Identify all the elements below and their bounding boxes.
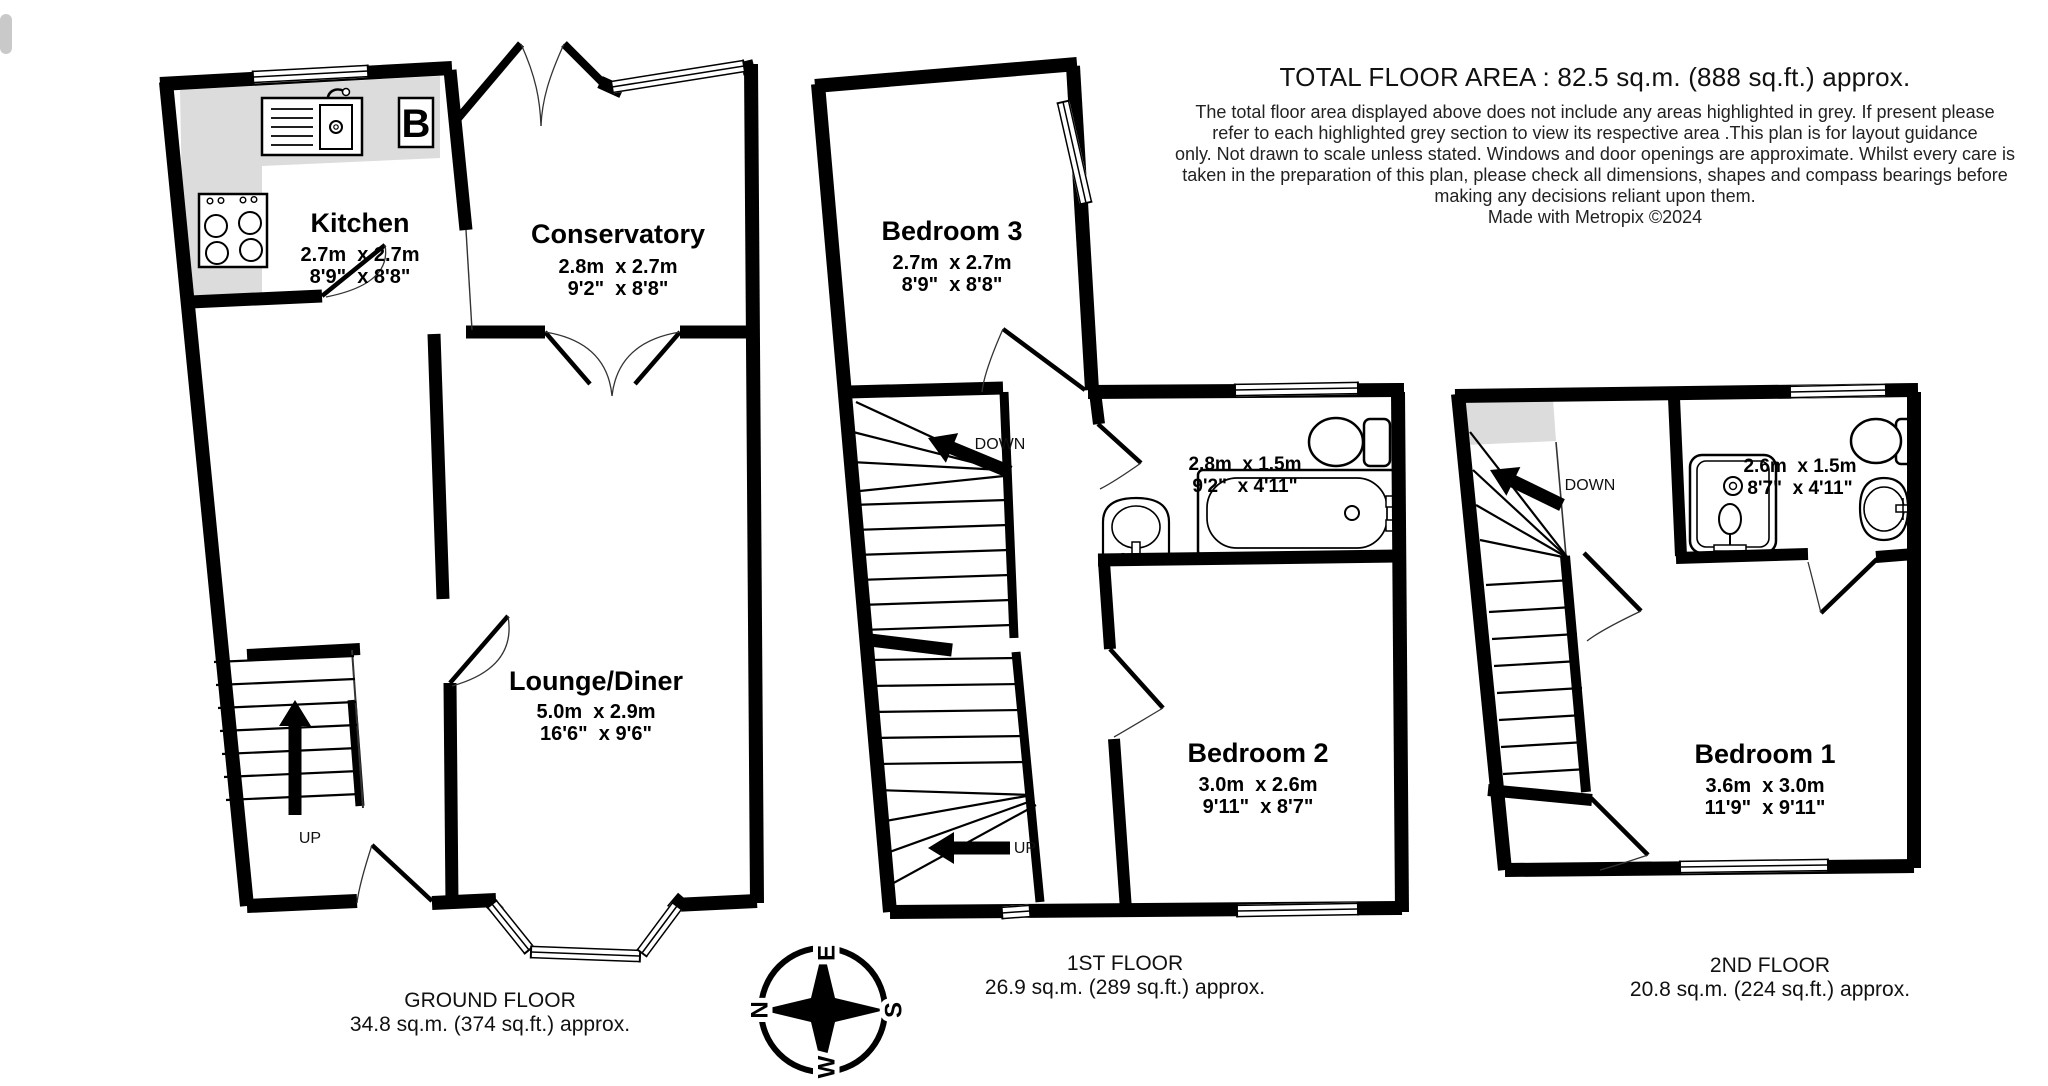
kitchen-dims-metric: 2.7m x 2.7m: [300, 244, 420, 266]
kitchen-sink-icon: [262, 89, 362, 156]
stair-tread: [1492, 634, 1577, 639]
stair-tread: [1486, 580, 1572, 585]
bedroom3-dims-metric: 2.7m x 2.7m: [892, 252, 1012, 274]
stair-tread: [1497, 688, 1582, 693]
wash-basin-icon: [1103, 498, 1169, 560]
bedroom1-dims-imperial: 11'9" x 9'11": [1704, 797, 1826, 819]
disclaimer-line: taken in the preparation of this plan, please check all dimensions, shapes and compass bearings before: [1182, 165, 2008, 185]
window-icon: [253, 71, 254, 84]
stair-tread: [861, 625, 1012, 630]
stair-tread: [866, 658, 1018, 660]
conservatory-label: Conservatory: [530, 219, 706, 249]
conservatory-dims-metric: 2.8m x 2.7m: [558, 256, 678, 278]
bedroom1-label: Bedroom 1: [1694, 739, 1836, 769]
stair-tread: [872, 736, 1024, 738]
first-up-label: UP: [1013, 840, 1037, 857]
first-down-label: DOWN: [974, 436, 1026, 453]
stair-tread: [1476, 505, 1568, 558]
lounge-dims-imperial: 16'6" x 9'6": [540, 723, 652, 745]
disclaimer-line: The total floor area displayed above does not include any areas highlighted in grey. If present please: [1195, 102, 1995, 122]
ground-doors: [322, 44, 680, 903]
ground-up-label: UP: [298, 830, 322, 847]
boiler-label: B: [401, 102, 431, 146]
compass-east: E: [813, 944, 841, 962]
stair-tread: [853, 525, 1008, 530]
first-floor-caption: 1ST FLOOR: [1066, 952, 1184, 975]
bathroom2-dims-metric: 2.6m x 1.5m: [1743, 456, 1857, 477]
stair-tread: [870, 710, 1022, 712]
bedroom3-label: Bedroom 3: [881, 216, 1023, 246]
first-floor-area: 26.9 sq.m. (289 sq.ft.) approx.: [984, 976, 1266, 999]
compass-rose: [747, 945, 908, 1078]
stair-tread: [850, 476, 1004, 492]
stair-tread: [876, 790, 1032, 795]
conservatory-dims-imperial: 9'2" x 8'8": [567, 278, 669, 300]
window-icon: [492, 904, 529, 950]
stove-icon: [199, 194, 267, 267]
stair-tread: [855, 550, 1009, 555]
disclaimer-line: refer to each highlighted grey section to view its respective area .This plan is for layout guidance: [1212, 123, 1978, 143]
window-icon: [1030, 905, 1031, 918]
window-icon: [1002, 907, 1003, 920]
window-icon: [368, 65, 369, 78]
direction-arrow: [928, 832, 1010, 864]
stair-tread: [218, 702, 356, 708]
bedroom2-dims-imperial: 9'11" x 8'7": [1202, 796, 1314, 818]
stair-tread: [851, 500, 1007, 505]
bedroom3-dims-imperial: 8'9" x 8'8": [901, 274, 1003, 296]
stair-tread: [868, 684, 1020, 686]
ground-floor-caption: GROUND FLOOR: [404, 989, 576, 1012]
total-floor-area-title: TOTAL FLOOR AREA : 82.5 sq.m. (888 sq.ft.) approx.: [1279, 62, 1911, 92]
disclaimer-line: only. Not drawn to scale unless stated. Windows and door openings are approximate. Whilst every care is: [1174, 144, 2016, 164]
header-text-block: [1100, 62, 2048, 228]
bedroom1-dims-metric: 3.6m x 3.0m: [1705, 775, 1825, 797]
stair-tread: [216, 679, 355, 685]
stair-tread: [874, 762, 1026, 764]
lounge-diner-label: Lounge/Diner: [509, 666, 683, 696]
second-down-label: DOWN: [1564, 477, 1616, 494]
scrollbar-remnant: [0, 14, 12, 54]
wash-basin-icon: [1860, 478, 1912, 540]
lounge-dims-metric: 5.0m x 2.9m: [536, 701, 656, 723]
disclaimer-line: making any decisions reliant upon them.: [1434, 186, 1756, 206]
second-floor-area: 20.8 sq.m. (224 sq.ft.) approx.: [1629, 978, 1911, 1001]
stair-tread: [1503, 769, 1588, 774]
window-icon: [642, 906, 677, 953]
metropix-credit: Made with Metropix ©2024: [1487, 207, 1703, 227]
toilet-icon: [1851, 419, 1916, 464]
ground-floor-plan: [160, 44, 757, 1036]
ground-floor-area: 34.8 sq.m. (374 sq.ft.) approx.: [349, 1013, 631, 1036]
stair-tread: [1499, 715, 1584, 720]
bathroom1-dims-imperial: 9'2" x 4'11": [1192, 476, 1298, 497]
kitchen-label: Kitchen: [310, 208, 410, 238]
second-floor-caption: 2ND FLOOR: [1709, 954, 1831, 977]
bathroom1-dims-metric: 2.8m x 1.5m: [1188, 454, 1302, 475]
bathroom2-dims-imperial: 8'7" x 4'11": [1747, 478, 1853, 499]
window-icon: [612, 66, 744, 87]
kitchen-dims-imperial: 8'9" x 8'8": [309, 266, 411, 288]
compass-west: W: [813, 1055, 841, 1079]
compass-north: N: [746, 1001, 774, 1019]
stairwell-grey-area: [1463, 399, 1556, 445]
stair-tread: [1494, 661, 1579, 666]
stair-tread: [1489, 607, 1574, 612]
stair-tread: [859, 600, 1011, 605]
stair-tread: [857, 575, 1010, 580]
toilet-icon: [1309, 418, 1390, 466]
bedroom2-dims-metric: 3.0m x 2.6m: [1198, 774, 1318, 796]
compass-south: S: [880, 1001, 908, 1019]
bedroom2-label: Bedroom 2: [1187, 738, 1329, 768]
stair-tread: [1501, 742, 1586, 747]
